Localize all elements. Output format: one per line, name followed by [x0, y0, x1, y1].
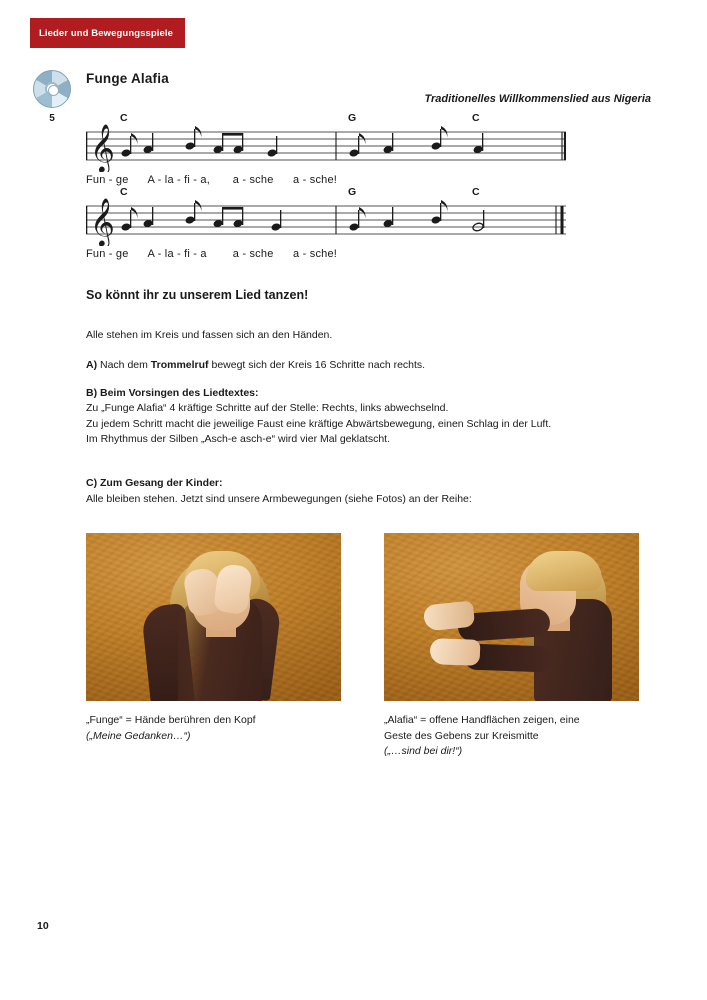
music-staff-1 — [86, 112, 566, 172]
section-banner-label: Lieder und Bewegungsspiele — [39, 27, 174, 39]
cd-track-marker — [30, 70, 74, 124]
figure-palm-lower — [430, 638, 481, 666]
photo-caption-right — [384, 713, 664, 760]
section-a-bold-word: Trommelruf — [150, 359, 209, 371]
staff-2-lyrics: Fun - ge A - la - fi - a a - sche a - sche! — [86, 248, 338, 260]
section-b-body — [86, 401, 551, 448]
photo-caption-left — [86, 713, 354, 744]
staff-1-lyrics: Fun - ge A - la - fi - a, a - sche a - sche! — [86, 174, 338, 186]
cd-track-number: 5 — [49, 113, 55, 124]
section-a-text-after: bewegt sich der Kreis 16 Schritte nach rechts. — [208, 359, 426, 371]
intro-paragraph: Alle stehen im Kreis und fassen sich an den Händen. — [86, 329, 333, 341]
chord-symbol: G — [348, 186, 357, 198]
song-title: Funge Alafia — [86, 71, 169, 86]
figure-palm-upper — [423, 600, 475, 631]
section-banner — [30, 18, 185, 48]
section-a-paragraph — [86, 358, 425, 374]
caption-line: Geste des Gebens zur Kreismitte — [384, 729, 539, 742]
cd-disc-icon — [33, 70, 71, 108]
chord-symbol: C — [472, 186, 480, 198]
svg-text:𝄞: 𝄞 — [90, 124, 115, 172]
chord-symbol: G — [348, 112, 357, 124]
section-a-marker: A) — [86, 359, 98, 371]
chord-symbol: C — [120, 112, 128, 124]
section-c-heading: C) Zum Gesang der Kinder: — [86, 477, 223, 489]
svg-text:𝄞: 𝄞 — [90, 198, 115, 246]
chord-symbol: C — [120, 186, 128, 198]
section-b-line: Zu jedem Schritt macht die jeweilige Faust eine kräftige Abwärtsbewegung, einen Schlag in der Luft. — [86, 417, 552, 430]
photo-funge — [86, 533, 341, 701]
caption-line: „Funge“ = Hände berühren den Kopf — [86, 714, 256, 726]
music-staff-2 — [86, 186, 566, 246]
page-number: 10 — [37, 920, 49, 932]
section-c-body — [86, 492, 472, 508]
section-b-line: Zu „Funge Alafia“ 4 kräftige Schritte auf der Stelle: Rechts, links abwechselnd. — [86, 402, 449, 414]
chord-symbol: C — [472, 112, 480, 124]
section-c-line: Alle bleiben stehen. Jetzt sind unsere Armbewegungen (siehe Fotos) an der Reihe: — [86, 493, 472, 505]
section-b-heading: B) Beim Vorsingen des Liedtextes: — [86, 387, 259, 399]
song-subtitle: Traditionelles Willkommenslied aus Nigeria — [424, 93, 651, 105]
dance-instructions-heading: So könnt ihr zu unserem Lied tanzen! — [86, 288, 309, 302]
caption-line-italic: („…sind bei dir!“) — [384, 745, 463, 757]
photo-alafia — [384, 533, 639, 701]
figure-hair-front — [526, 551, 602, 591]
section-a-text-before: Nach dem — [97, 359, 151, 371]
caption-line: „Alafia“ = offene Handflächen zeigen, eine — [384, 714, 580, 726]
caption-line-italic: („Meine Gedanken…“) — [86, 729, 191, 742]
section-b-line: Im Rhythmus der Silben „Asch-e asch-e“ wird vier Mal geklatscht. — [86, 433, 391, 445]
